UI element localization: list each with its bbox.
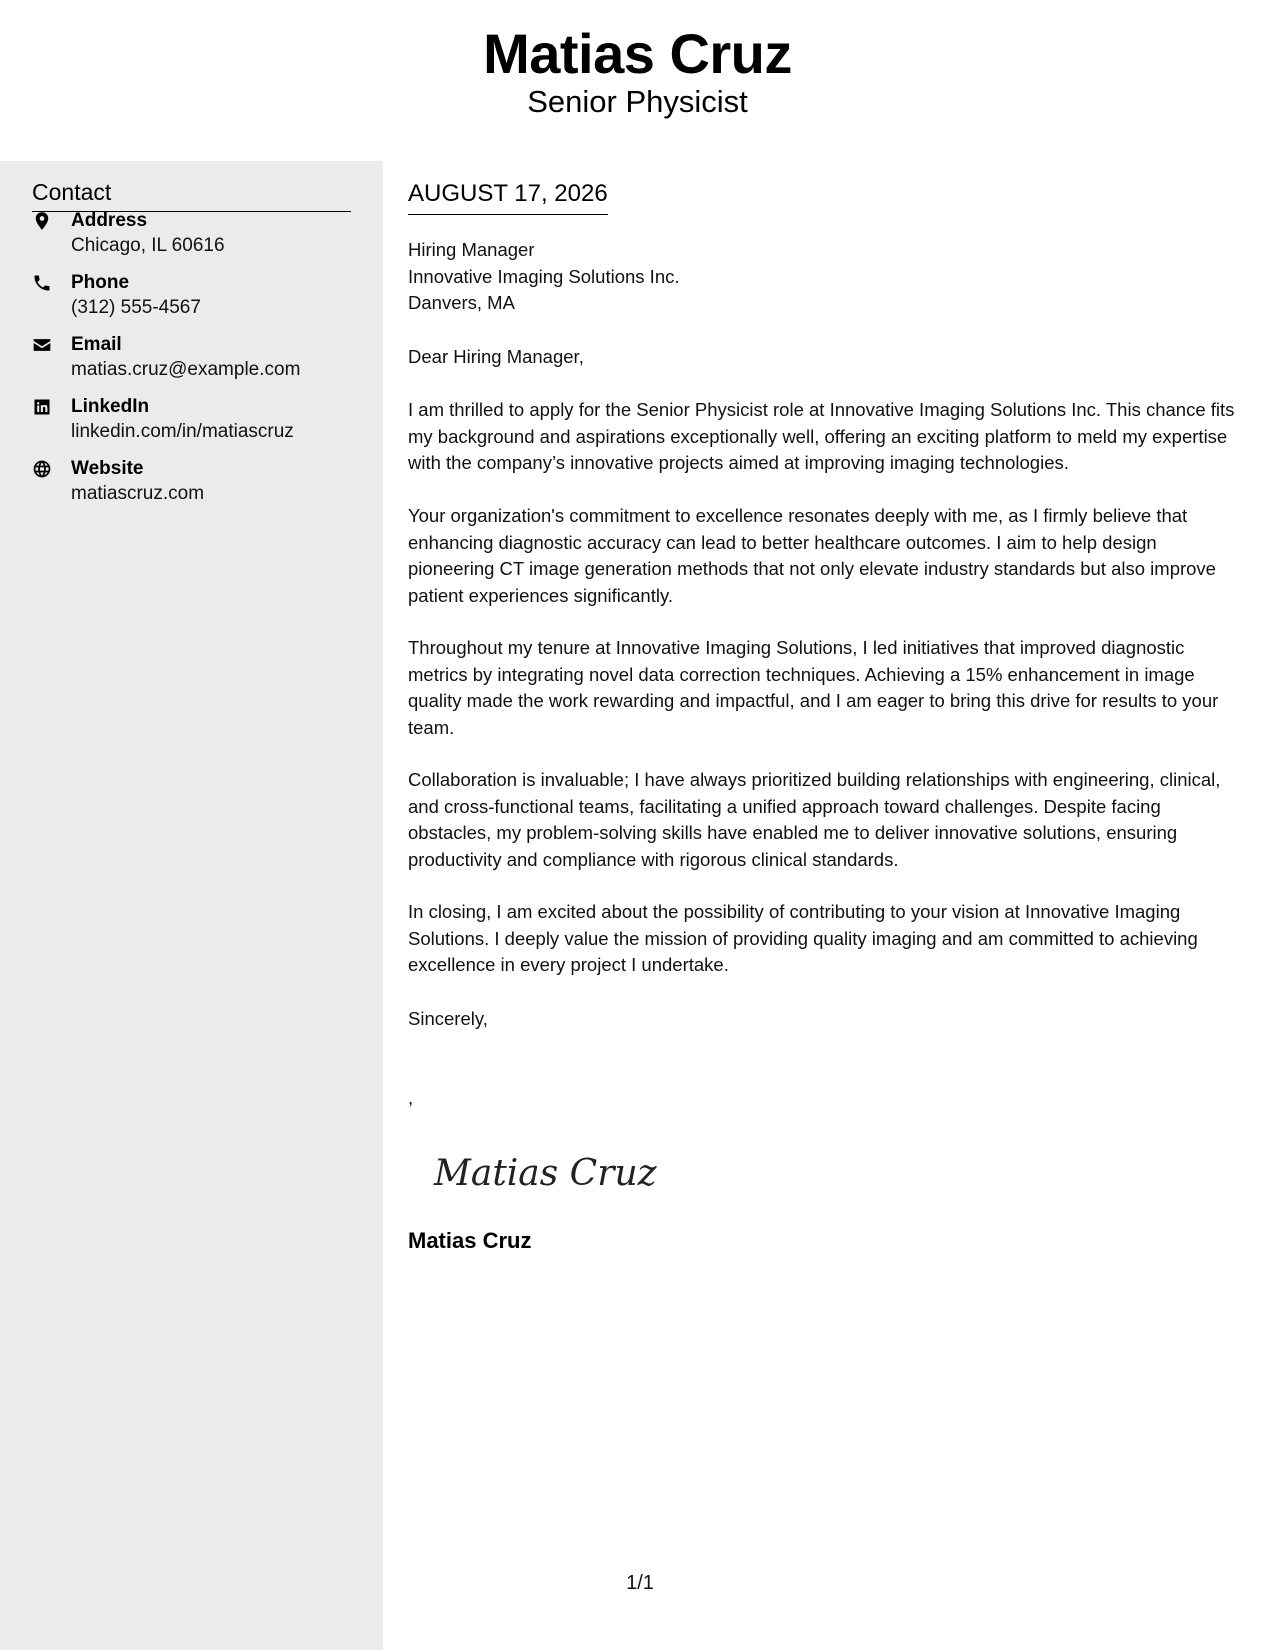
globe-icon xyxy=(32,459,54,481)
page-header xyxy=(0,0,1275,161)
envelope-icon xyxy=(32,335,54,357)
recipient-line: Danvers, MA xyxy=(408,292,515,313)
letter-paragraph: Your organization's commitment to excellence resonates deeply with me, as I firmly believe that enhancing diagnostic accuracy can lead to better healthcare outcomes. I aim to help design pioneering CT image generation methods that not only elevate industry standards but also improve patient experiences significantly. xyxy=(408,505,1216,606)
linkedin-icon xyxy=(32,397,54,419)
contact-label: LinkedIn xyxy=(71,396,150,417)
signer-name: Matias Cruz xyxy=(408,1228,532,1253)
salutation: Dear Hiring Manager, xyxy=(408,346,584,367)
contact-value: matiascruz.com xyxy=(71,483,205,504)
signature-text: Matias Cruz xyxy=(434,1153,657,1194)
recipient-line: Hiring Manager xyxy=(408,239,535,260)
contact-label: Email xyxy=(71,334,122,355)
contact-value: Chicago, IL 60616 xyxy=(71,235,225,256)
recipient-block xyxy=(408,237,680,317)
letter-paragraph: Collaboration is invaluable; I have always prioritized building relationships with engineering, clinical, and cross-functional teams, facilitating a unified approach toward challenges. Despite facing obstacles, my problem-solving skills have enabled me to deliver innovative solutions, ensuring productivity and compliance with rigorous clinical standards. xyxy=(408,769,1221,870)
contact-value: (312) 555-4567 xyxy=(71,297,201,318)
closing: Sincerely, xyxy=(408,1008,488,1029)
candidate-title: Senior Physicist xyxy=(527,84,748,119)
map-pin-icon xyxy=(32,211,54,233)
contact-label: Website xyxy=(71,458,144,479)
candidate-name: Matias Cruz xyxy=(483,22,792,85)
letter-paragraph: In closing, I am excited about the possibility of contributing to your vision at Innovative Imaging Solutions. I deeply value the mission of providing quality imaging and am committed to achieving excellence in every project I undertake. xyxy=(408,901,1198,975)
handwritten-signature xyxy=(432,1141,672,1201)
phone-icon xyxy=(32,273,54,295)
letter-paragraph: I am thrilled to apply for the Senior Physicist role at Innovative Imaging Solutions Inc. This chance fits my background and aspirations exceptionally well, offering an exciting platform to meld my expertise with the company’s innovative projects aimed at improving imaging technologies. xyxy=(408,399,1235,473)
contact-value: matias.cruz@example.com xyxy=(71,359,301,380)
contact-value: linkedin.com/in/matiascruz xyxy=(71,421,294,442)
letter-paragraph: Throughout my tenure at Innovative Imaging Solutions, I led initiatives that improved diagnostic metrics by integrating novel data correction techniques. Achieving a 15% enhancement in image quality made the work rewarding and impactful, and I am eager to bring this drive for results to your team. xyxy=(408,637,1219,738)
stray-comma: , xyxy=(408,1087,414,1108)
contact-label: Phone xyxy=(71,272,130,293)
letter-date: AUGUST 17, 2026 xyxy=(408,179,608,215)
contact-label: Address xyxy=(71,210,148,231)
contact-heading: Contact xyxy=(32,177,351,212)
recipient-line: Innovative Imaging Solutions Inc. xyxy=(408,265,680,287)
page-number: 1/1 xyxy=(626,1572,654,1594)
contact-sidebar xyxy=(0,161,383,1650)
